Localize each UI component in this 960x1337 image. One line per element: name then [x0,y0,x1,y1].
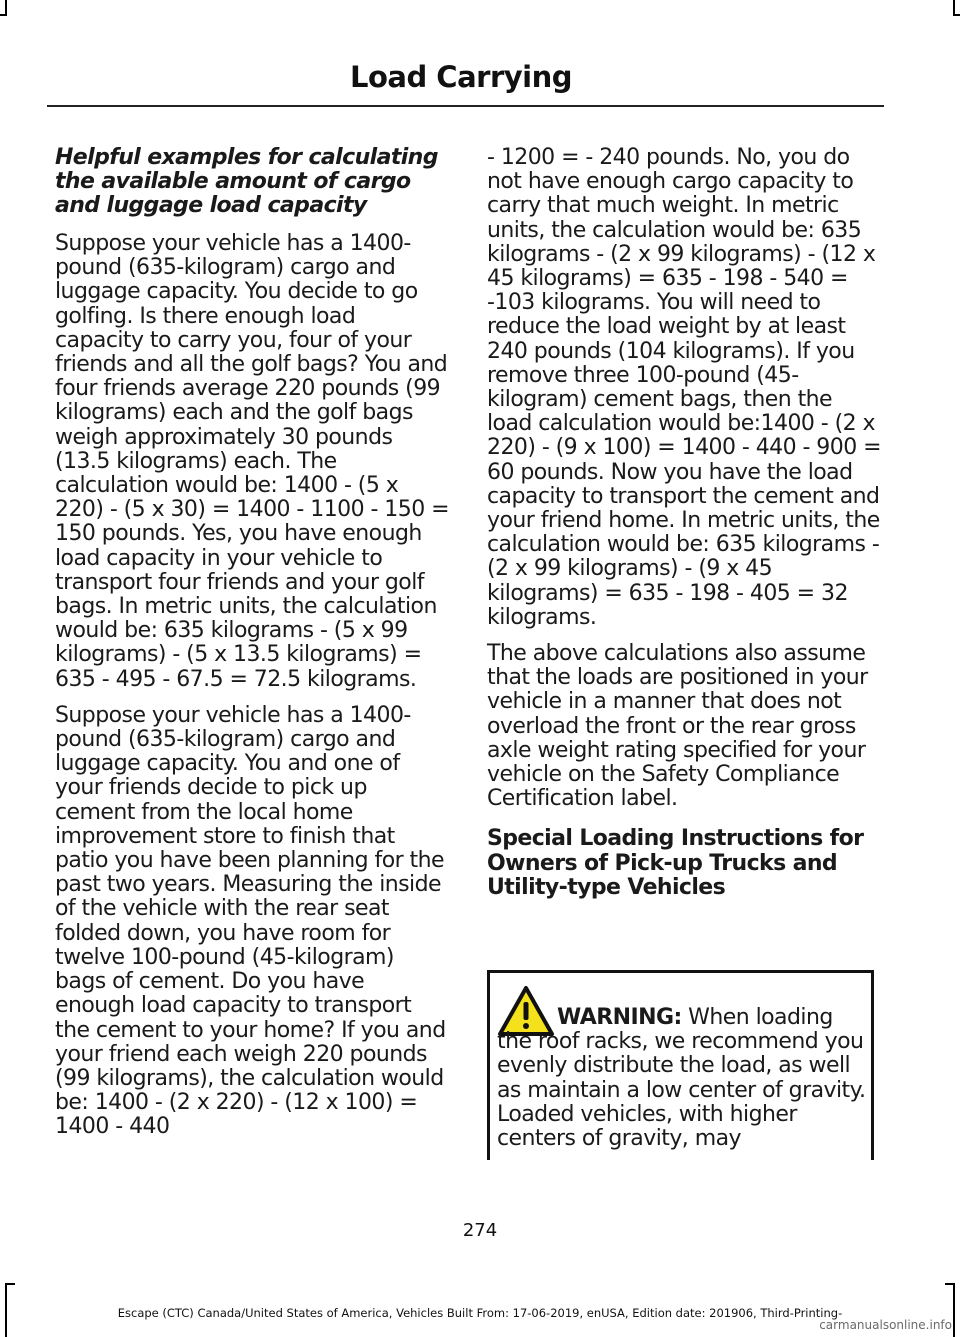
crop-mark-bottom-left-h [5,1283,15,1285]
warning-body: When loading the roof racks, we recommend you evenly distribute the load, as well as maintain a low center of gravity. Loaded vehicles, with higher centers of gravity, may [497,1005,866,1152]
footer-edition-info: Escape (CTC) Canada/United States of America, Vehicles Built From: 17-06-2019, enUSA, Edition date: 201906, Third-Printing- [117,1306,843,1320]
calculations-assumption-paragraph: The above calculations also assume that the loads are positioned in your vehicle in a manner that does not overload the front or the rear gross axle weight rating specified for your vehicle on the Safety Compliance Certification label. [487,641,868,812]
warning-text [497,1006,873,1151]
right-column [487,146,882,901]
warning-label: WARNING: [557,1005,682,1030]
header-divider [47,105,884,107]
examples-subheading: Helpful examples for calculating the available amount of cargo and luggage load capacity [55,145,438,218]
cement-example-continued-paragraph: - 1200 = - 240 pounds. No, you do not have enough cargo capacity to carry that much weight. In metric units, the calculation would be: 635 kilograms - (2 x 99 kilograms) - (12 x 45 kilograms) = 635 - 198 - 540 = -103 kilograms. You will need to reduce the load weight by at least 240 pounds (104 kilograms). If you remove three 100-pound (45-kilogram) cement bags, then the load calculation would be:1400 - (2 x 220) - (9 x 100) = 1400 - 440 - 900 = 60 pounds. Now you have the load capacity to transport the cement and your friend home. In metric units, the calculation would be: 635 kilograms - (2 x 99 kilograms) - (9 x 45 kilograms) = 635 - 198 - 405 = 32 kilograms. [487,145,881,630]
watermark: carmanualsonline.info [819,1318,952,1332]
page-title: Load Carrying [349,60,572,94]
crop-mark-bottom-right-h [945,1283,955,1285]
crop-mark-top-left-h [0,14,7,16]
cement-example-paragraph: Suppose your vehicle has a 1400-pound (635-kilogram) cargo and luggage capacity. You and one of your friends decide to pick up cement from the local home improvement store to finish that patio you have been planning for the past two years. Measuring the inside of the vehicle with the rear seat folded down, you have room for twelve 100-pound (45-kilogram) bags of cement. Do you have enough load capacity to transport the cement to your home? If you and your friend each weigh 220 pounds (99 kilograms), the calculation would be: 1400 - (2 x 220) - (12 x 100) = 1400 - 440 [55,702,446,1140]
left-column [55,146,449,1152]
page-number: 274 [462,1220,498,1241]
golf-example-paragraph: Suppose your vehicle has a 1400-pound (635-kilogram) cargo and luggage capacity. You decide to go golfing. Is there enough load capacity to carry you, four of your friends and all the golf bags? You and four friends average 220 pounds (99 kilograms) each and the golf bags weigh approximately 30 pounds (13.5 kilograms) each. The calculation would be: 1400 - (5 x 220) - (5 x 30) = 1400 - 1100 - 150 = 150 pounds. Yes, you have enough load capacity in your vehicle to transport four friends and your golf bags. In metric units, the calculation would be: 635 kilograms - (5 x 99 kilograms) - (5 x 13.5 kilograms) = 635 - 495 - 67.5 = 72.5 kilograms. [55,231,449,692]
crop-mark-top-right-h [953,14,960,16]
special-loading-heading: Special Loading Instructions for Owners of Pick-up Trucks and Utility-type Vehicles [487,826,864,901]
warning-box [487,970,874,1160]
